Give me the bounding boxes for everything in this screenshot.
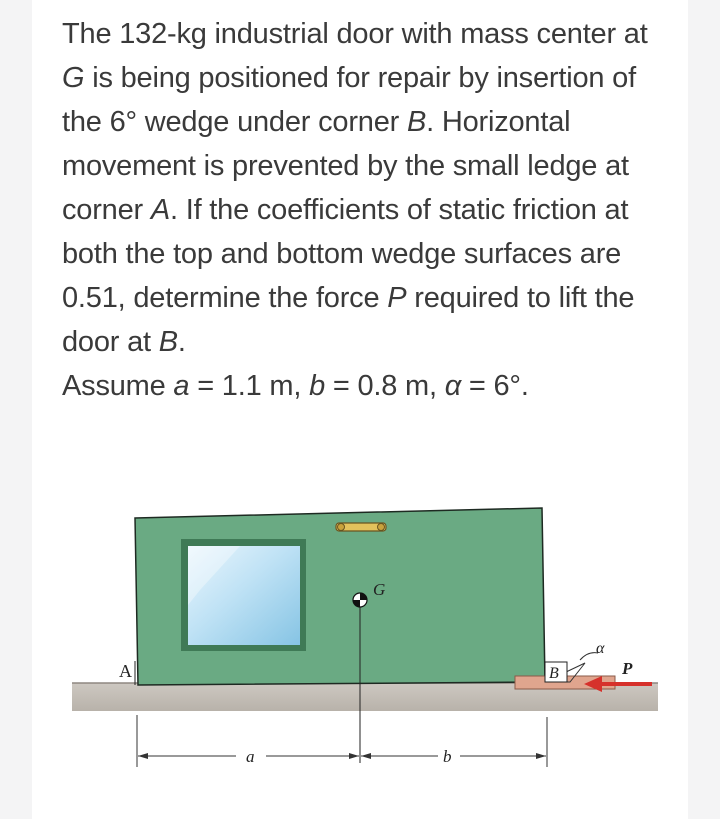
handle-end-right [378,524,385,531]
problem-text-2: is being positioned for repair by insertion of the 6° wedge under corner [62,62,636,138]
problem-paragraph [62,12,662,364]
handle-end-left [338,524,345,531]
label-G: G [373,580,386,599]
door-wedge-figure [40,495,680,795]
dim-b-arrow-right [536,753,546,759]
label-B: B [549,665,559,682]
var-b: b [309,370,325,402]
problem-text-1: The 132-kg industrial door with mass center at [62,18,648,50]
var-G: G [62,62,85,94]
var-A: A [150,194,171,226]
label-A: A [119,661,132,681]
var-a: a [173,370,190,402]
figure-svg [40,495,680,795]
dim-b-arrow-left [361,753,371,759]
var-B-2: B [158,326,178,358]
dim-a-arrow-right [349,753,359,759]
value-alpha: = 6°. [461,370,529,402]
var-P: P [387,282,407,314]
var-alpha: α [444,370,462,402]
assumptions-line [62,364,662,408]
dim-a-arrow-left [138,753,148,759]
label-b: b [443,747,452,766]
assume-label: Assume [62,370,174,402]
problem-text-5: required to lift the door at [62,282,635,358]
problem-statement [62,12,662,408]
label-a: a [246,747,255,766]
var-B: B [406,106,427,138]
problem-text-4: . If the coefficients of static friction at both the top and bottom wedge surfaces are 0.51, determine the force [62,194,629,314]
problem-text-6: . [177,326,186,358]
problem-text-3: . Horizontal movement is prevented by the small ledge at corner [62,106,629,226]
label-P: P [622,659,633,678]
value-b: = 0.8 m, [325,370,445,402]
label-alpha: α [596,640,605,657]
value-a: = 1.1 m, [189,370,310,402]
